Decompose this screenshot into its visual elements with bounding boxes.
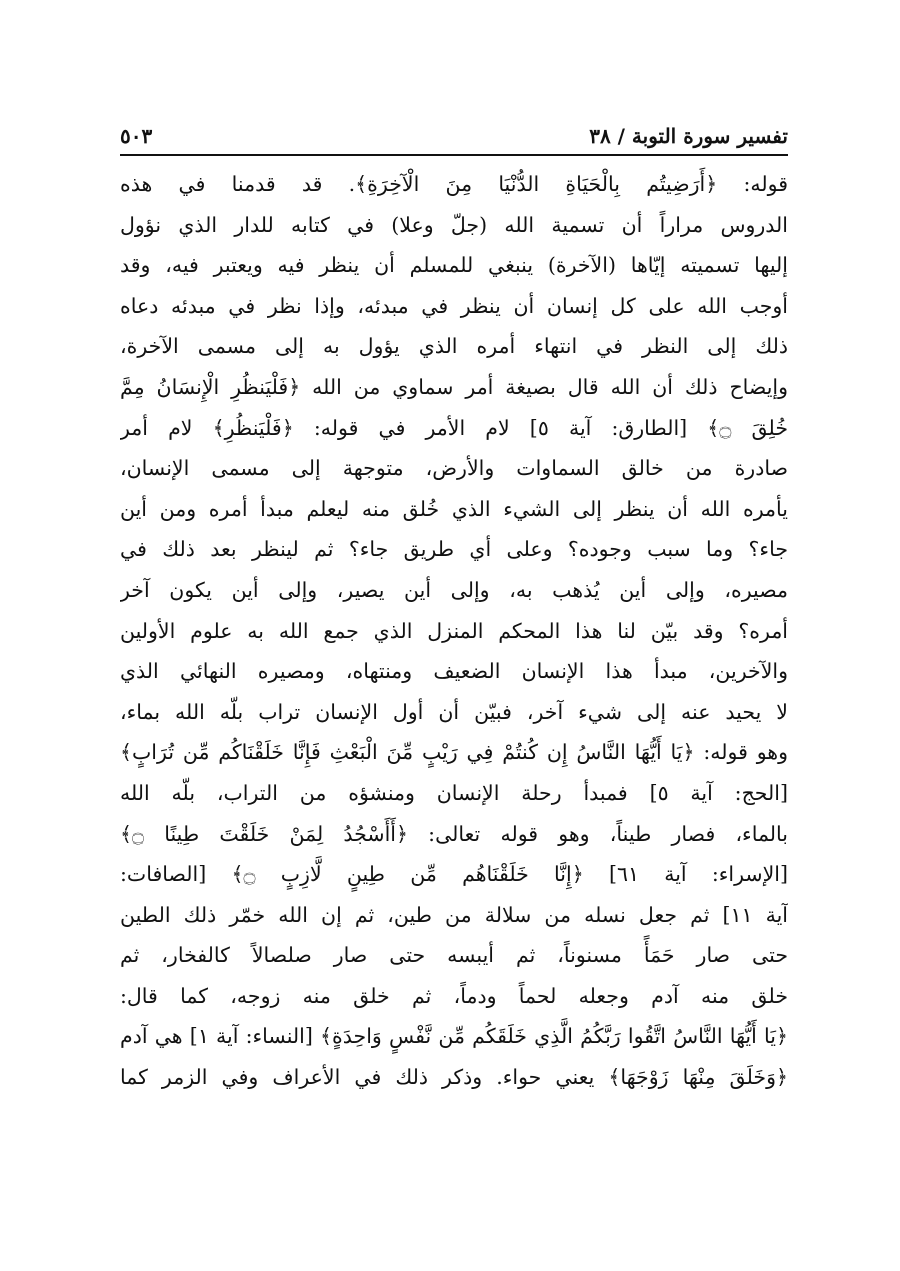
running-header [120,108,788,148]
running-title: تفسير سورة التوبة / ٣٨ [589,124,788,148]
text-line: خلق منه آدم وجعله لحماً ودماً، ثم خلق منه زوجه، كما قال: [120,983,788,1008]
text-line: بالماء، فصار طيناً، وهو قوله تعالى: ﴿أَأَسْجُدُ لِمَنْ خَلَقْتَ طِينًا ۝﴾ [120,821,788,846]
text-line: أمره؟ وقد بيّن لنا هذا المحكم المنزل الذي جمع الله به علوم الأولين [120,618,788,643]
text-line: وإيضاح ذلك أن الله قال بصيغة أمر سماوي من الله ﴿فَلْيَنظُرِ الْإِنسَانُ مِمَّ [120,374,788,399]
text-line: صادرة من خالق السماوات والأرض، متوجهة إلى مسمى الإنسان، [120,456,788,481]
text-line: [الحج: آية ٥] فمبدأ رحلة الإنسان ومنشؤه من التراب، بلّه الله [120,780,788,805]
header-rule [120,154,788,156]
text-line: ﴿يَا أَيُّهَا النَّاسُ اتَّقُوا رَبَّكُمُ الَّذِي خَلَقَكُم مِّن نَّفْسٍ وَاحِدَةٍ﴾ [النساء: آية ١] هي آدم [120,1024,788,1049]
text-line: جاء؟ وما سبب وجوده؟ وعلى أي طريق جاء؟ ثم لينظر بعد ذلك في [120,537,788,562]
text-line: والآخرين، مبدأ هذا الإنسان الضعيف ومنتهاه، ومصيره النهائي الذي [120,659,788,684]
text-line: آية ١١] ثم جعل نسله من سلالة من طين، ثم إن الله خمّر ذلك الطين [120,902,788,927]
page [120,108,788,1098]
text-line: وهو قوله: ﴿يَا أَيُّهَا النَّاسُ إِن كُنتُمْ فِي رَيْبٍ مِّنَ الْبَعْثِ فَإِنَّا خَلَقْنَاكُم مِّن تُرَابٍ﴾ [120,740,788,765]
text-line: خُلِقَ ۝﴾ [الطارق: آية ٥] لام الأمر في قوله: ﴿فَلْيَنظُرِ﴾ لام أمر [120,415,788,440]
text-line: [الإسراء: آية ٦١] ﴿إِنَّا خَلَقْنَاهُم مِّن طِينٍ لَّازِبٍ ۝﴾ [الصافات: [120,862,788,887]
text-line: يأمره الله أن ينظر إلى الشيء الذي خُلق منه ليعلم مبدأ أمره ومن أين [120,496,788,521]
text-line: قوله: ﴿أَرَضِيتُم بِالْحَيَاةِ الدُّنْيَا مِنَ الْآخِرَةِ﴾. قد قدمنا في هذه [120,172,788,196]
text-line: حتى صار حَمَأً مسنوناً، ثم أيبسه حتى صار صلصالاً كالفخار، ثم [120,943,788,968]
text-line: لا يحيد عنه إلى شيء آخر، فبيّن أن أول الإنسان تراب بلّه الله بماء، [120,699,788,724]
text-line: إليها تسميته إيّاها (الآخرة) ينبغي للمسلم أن ينظر فيه ويعتبر فيه، وقد [120,253,788,278]
page-number: ٥٠٣ [120,124,153,148]
text-line: ذلك إلى النظر في انتهاء أمره الذي يؤول به إلى مسمى الآخرة، [120,334,788,359]
text-line: ﴿وَخَلَقَ مِنْهَا زَوْجَهَا﴾ يعني حواء. وذكر ذلك في الأعراف وفي الزمر كما [120,1065,788,1090]
text-line: الدروس مراراً أن تسمية الله (جلّ وعلا) في كتابه للدار الذي نؤول [120,212,788,237]
body-text [120,164,788,1098]
text-line: أوجب الله على كل إنسان أن ينظر في مبدئه، وإذا نظر في مبدئه دعاه [120,293,788,318]
text-line: مصيره، وإلى أين يُذهب به، وإلى أين يصير، وإلى أين يكون آخر [120,577,788,602]
